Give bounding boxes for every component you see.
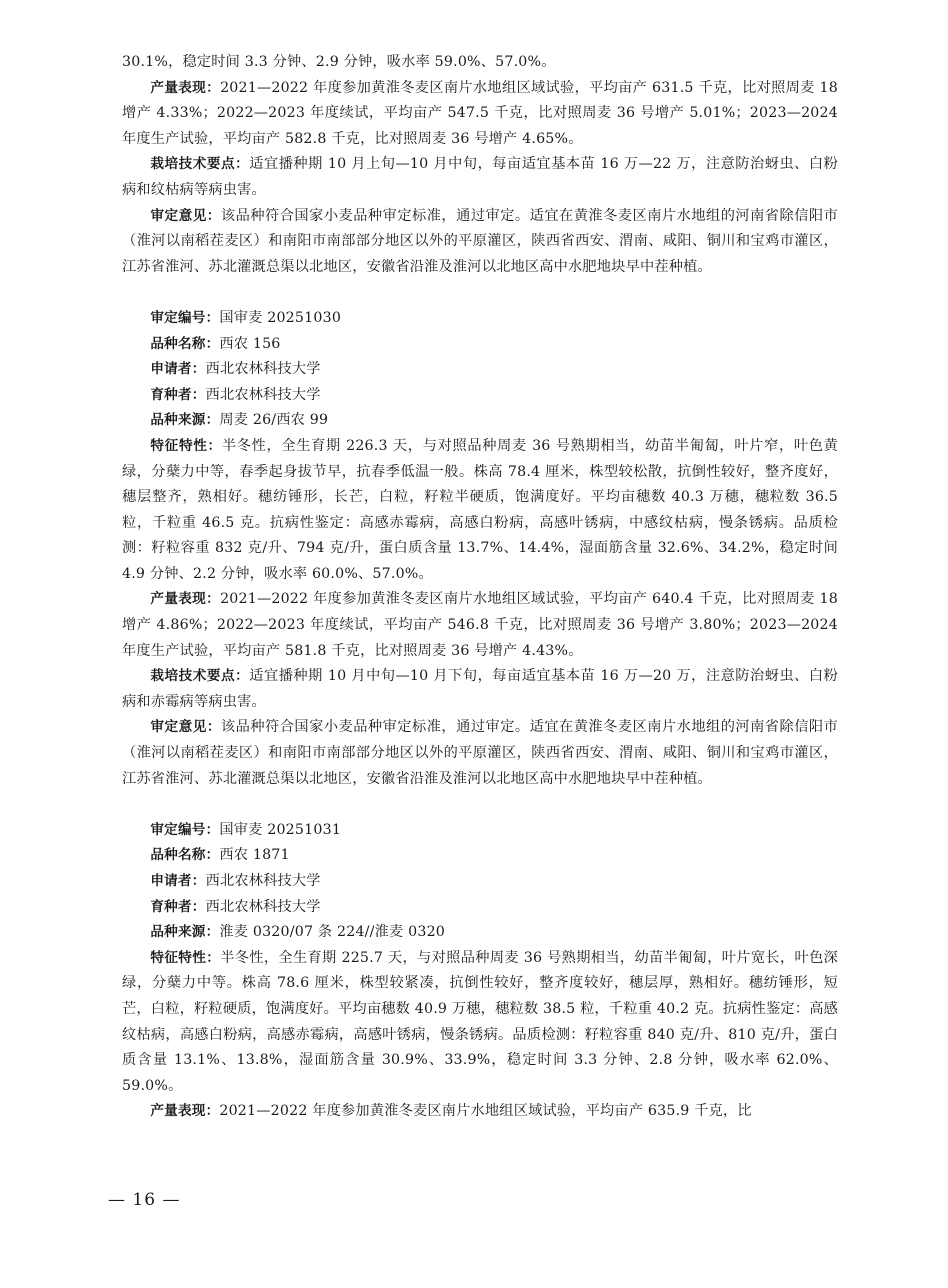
variety-name-label: 品种名称： bbox=[150, 847, 220, 864]
approval-code: 国审麦 20251031 bbox=[219, 821, 342, 838]
opinion-label: 审定意见： bbox=[150, 207, 221, 224]
breeder: 西北农林科技大学 bbox=[205, 386, 321, 403]
cultivation-paragraph bbox=[122, 664, 838, 715]
yield-text: 2021—2022 年度参加黄淮冬麦区南片水地组区域试验，平均亩产 635.9 千克，比 bbox=[219, 1103, 752, 1120]
cultivation-text: 适宜播种期 10 月中旬—10 月下旬，每亩适宜基本苗 16 万—20 万，注意防治蚜虫、白粉病和赤霉病等病虫害。 bbox=[122, 668, 838, 710]
yield-label: 产量表现： bbox=[150, 79, 221, 96]
traits-label: 特征特性： bbox=[150, 949, 221, 966]
previous-entry-continuation bbox=[122, 50, 838, 280]
applicant-label: 申请者： bbox=[150, 873, 206, 889]
variety-name: 西农 156 bbox=[219, 335, 281, 352]
source-line bbox=[122, 408, 838, 434]
cultivation-label: 栽培技术要点： bbox=[150, 156, 250, 173]
opinion-text: 该品种符合国家小麦品种审定标准，通过审定。适宜在黄淮冬麦区南片水地组的河南省除信阳市（淮河以南稻茬麦区）和南阳市南部部分地区以外的平原灌区，陕西省西安、渭南、咸阳、铜川和宝鸡市灌区，江苏省淮河、苏北灌溉总渠以北地区，安徽省沿淮及淮河以北地区高中水肥地块早中茬种植。 bbox=[122, 719, 838, 787]
applicant-label: 申请者： bbox=[150, 361, 206, 378]
cultivation-label: 栽培技术要点： bbox=[150, 668, 250, 685]
approval-code-label: 审定编号： bbox=[150, 309, 220, 326]
document-page bbox=[122, 50, 838, 1125]
approval-code-label: 审定编号： bbox=[150, 821, 220, 838]
breeder-label: 育种者： bbox=[150, 386, 206, 403]
quality-tail-text: 30.1%，稳定时间 3.3 分钟、2.9 分钟，吸水率 59.0%、57.0%。 bbox=[122, 54, 556, 70]
source: 淮麦 0320/07 条 224//淮麦 0320 bbox=[219, 924, 446, 941]
variety-entry bbox=[122, 306, 838, 792]
breeder: 西北农林科技大学 bbox=[205, 898, 321, 915]
variety-entry bbox=[122, 818, 838, 1125]
opinion-paragraph bbox=[122, 204, 838, 281]
approval-code-line bbox=[122, 818, 838, 844]
traits-paragraph bbox=[122, 946, 838, 1100]
traits-text: 半冬性，全生育期 225.7 天，与对照品种周麦 36 号熟期相当，幼苗半匍匐，叶片宽长，叶色深绿，分蘖力中等。株高 78.6 厘米，株型较紧凑，抗倒性较好，整齐度较好，穗层厚，熟相好。穗纺锤形，短芒，白粒，籽粒硬质，饱满度好。平均亩穗数 40.9 万穗，穗粒数 38.5 粒，千粒重 40.2 克。抗病性鉴定：高感纹枯病，高感白粉病，高感赤霉病，高感叶锈病，慢条锈病。品质检测：籽粒容重 840 克/升、810 克/升，蛋白质含量 13.1%、13.8%，湿面筋含量 30.9%、33.9%，稳定时间 3.3 分钟、2.8 分钟，吸水率 62.0%、59.0%。 bbox=[122, 949, 839, 1094]
applicant: 西北农林科技大学 bbox=[205, 873, 321, 889]
yield-label: 产量表现： bbox=[150, 591, 221, 608]
breeder-line bbox=[122, 895, 838, 921]
variety-name-line bbox=[122, 332, 838, 358]
opinion-label: 审定意见： bbox=[150, 719, 221, 736]
traits-paragraph bbox=[122, 434, 838, 588]
applicant: 西北农林科技大学 bbox=[205, 361, 321, 378]
yield-text: 2021—2022 年度参加黄淮冬麦区南片水地组区域试验，平均亩产 631.5 千克，比对照周麦 18 增产 4.33%；2022—2023 年度续试，平均亩产 547.5 千克，比对照周麦 36 号增产 5.01%；2023—2024 年度生产试验，平均亩产 582.8 千克，比对照周麦 36 号增产 4.65%。 bbox=[122, 79, 839, 147]
breeder-label: 育种者： bbox=[150, 898, 206, 915]
page-number: — 16 — bbox=[108, 1190, 181, 1210]
source-label: 品种来源： bbox=[150, 924, 220, 941]
yield-paragraph bbox=[122, 1099, 838, 1125]
applicant-line bbox=[122, 869, 838, 895]
traits-label: 特征特性： bbox=[150, 437, 222, 454]
source-label: 品种来源： bbox=[150, 412, 220, 429]
approval-code: 国审麦 20251030 bbox=[219, 309, 342, 326]
variety-name-label: 品种名称： bbox=[150, 335, 220, 352]
approval-code-line bbox=[122, 306, 838, 332]
opinion-paragraph bbox=[122, 715, 838, 792]
source-line bbox=[122, 920, 838, 946]
traits-text: 半冬性，全生育期 226.3 天，与对照品种周麦 36 号熟期相当，幼苗半匍匐，叶片窄，叶色黄绿，分蘖力中等，春季起身拔节早，抗春季低温一般。株高 78.4 厘米，株型较松散，抗倒性较好，整齐度好，穗层整齐，熟相好。穗纺锤形，长芒，白粒，籽粒半硬质，饱满度好。平均亩穗数 40.3 万穗，穗粒数 36.5 粒，千粒重 46.5 克。抗病性鉴定：高感赤霉病，高感白粉病，高感叶锈病，中感纹枯病，慢条锈病。品质检测：籽粒容重 832 克/升、794 克/升，蛋白质含量 13.7%、14.4%，湿面筋含量 32.6%、34.2%，稳定时间 4.9 分钟、2.2 分钟，吸水率 60.0%、57.0%。 bbox=[122, 437, 838, 582]
variety-name-line bbox=[122, 843, 838, 869]
cultivation-text: 适宜播种期 10 月上旬—10 月中旬，每亩适宜基本苗 16 万—22 万，注意防治蚜虫、白粉病和纹枯病等病虫害。 bbox=[122, 156, 838, 198]
opinion-text: 该品种符合国家小麦品种审定标准，通过审定。适宜在黄淮冬麦区南片水地组的河南省除信阳市（淮河以南稻茬麦区）和南阳市南部部分地区以外的平原灌区，陕西省西安、渭南、咸阳、铜川和宝鸡市灌区，江苏省淮河、苏北灌溉总渠以北地区，安徽省沿淮及淮河以北地区高中水肥地块早中茬种植。 bbox=[122, 207, 838, 275]
yield-label: 产量表现： bbox=[150, 1103, 220, 1120]
applicant-line bbox=[122, 357, 838, 383]
yield-paragraph bbox=[122, 587, 838, 664]
source: 周麦 26/西农 99 bbox=[219, 412, 329, 429]
variety-name: 西农 1871 bbox=[219, 847, 290, 864]
cultivation-paragraph bbox=[122, 152, 838, 203]
breeder-line bbox=[122, 383, 838, 409]
yield-paragraph bbox=[122, 76, 838, 153]
yield-text: 2021—2022 年度参加黄淮冬麦区南片水地组区域试验，平均亩产 640.4 千克，比对照周麦 18 增产 4.86%；2022—2023 年度续试，平均亩产 546.8 千克，比对照周麦 36 号增产 3.80%；2023—2024 年度生产试验，平均亩产 581.8 千克，比对照周麦 36 号增产 4.43%。 bbox=[122, 591, 839, 659]
